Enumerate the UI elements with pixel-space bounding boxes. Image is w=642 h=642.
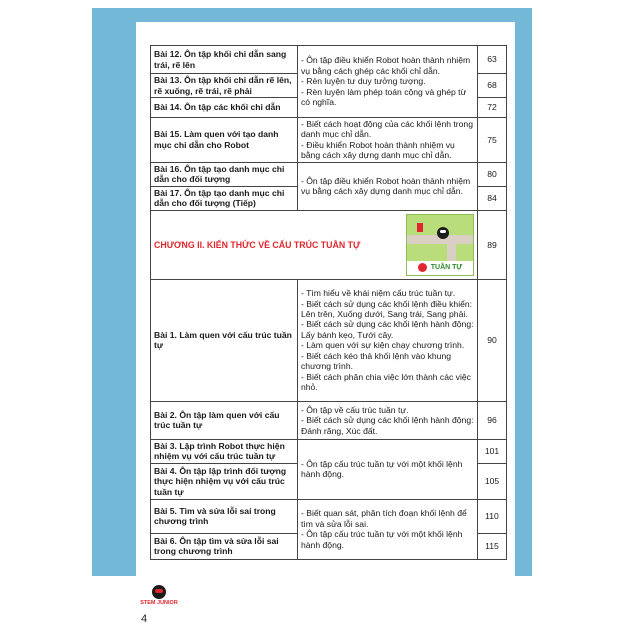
lesson-description — [298, 279, 478, 401]
page-number-cell: 75 — [478, 118, 507, 163]
page-number: 4 — [141, 613, 148, 625]
table-row — [151, 401, 507, 439]
sequence-button-label: TUẦN TỰ — [430, 263, 463, 271]
lesson-title: Bài 14. Ôn tập các khối chỉ dẫn — [151, 98, 298, 118]
lesson-description — [298, 162, 478, 210]
lesson-description — [298, 401, 478, 439]
description-text: - Biết quan sát, phân tích đoạn khối lệnh để tìm và sửa lỗi sai. - Ôn tập cấu trúc tuần tự với một khối lệnh hành động. — [301, 508, 467, 550]
logo-text: STEM JUNIOR — [140, 600, 178, 606]
page-number-cell: 96 — [478, 401, 507, 439]
lesson-title: Bài 4. Ôn tập lập trình đối tượng thực hiện nhiệm vụ với cấu trúc tuần tự — [151, 463, 298, 499]
page-number-cell: 105 — [478, 463, 507, 499]
lesson-title: Bài 16. Ôn tập tạo danh mục chỉ dẫn cho đối tượng — [151, 162, 298, 186]
lesson-title: Bài 2. Ôn tập làm quen với cấu trúc tuần tự — [151, 401, 298, 439]
page-number-cell: 68 — [478, 74, 507, 98]
stem-junior-logo — [140, 585, 178, 613]
lesson-title: Bài 6. Ôn tập tìm và sửa lỗi sai trong chương trình — [151, 533, 298, 559]
table-row — [151, 499, 507, 533]
table-row — [151, 279, 507, 401]
page-number-cell: 84 — [478, 186, 507, 210]
table-row — [151, 118, 507, 163]
right-margin-band — [515, 8, 532, 576]
description-text: - Ôn tập cấu trúc tuần tự với một khối lệnh hành động. — [301, 458, 463, 480]
chapter-row — [151, 210, 507, 279]
description-text: - Ôn tập điều khiển Robot hoàn thành nhiệm vụ bằng cách ghép các khối chỉ dẫn. - Rèn luyện tư duy tưởng tượng. - Rèn luyện làm phép toán cộng và ghép từ có nghĩa. — [301, 55, 471, 108]
table-row — [151, 46, 507, 74]
description-text: - Ôn tập điều khiển Robot hoàn thành nhiệm vụ bằng cách xây dựng danh mục chỉ dẫn. — [301, 175, 471, 197]
lesson-title: Bài 17. Ôn tập tạo danh mục chỉ dẫn cho đối tượng (Tiếp) — [151, 186, 298, 210]
lesson-title: Bài 13. Ôn tập khối chỉ dẫn rẽ lên, rẽ xuống, rẽ trái, rẽ phải — [151, 74, 298, 98]
lesson-description — [298, 439, 478, 499]
lesson-description — [298, 46, 478, 118]
robot-icon — [437, 227, 449, 239]
page-number-cell: 110 — [478, 499, 507, 533]
lesson-title: Bài 12. Ôn tập khối chỉ dẫn sang trái, rẽ lên — [151, 46, 298, 74]
top-band — [92, 8, 532, 22]
chapter-illustration — [406, 214, 474, 276]
lesson-title: Bài 3. Lập trình Robot thực hiện nhiệm vụ với cấu trúc tuần tự — [151, 439, 298, 463]
page-number-cell: 115 — [478, 533, 507, 559]
page-number-cell: 90 — [478, 279, 507, 401]
page-number-cell: 72 — [478, 98, 507, 118]
lesson-title: Bài 5. Tìm và sửa lỗi sai trong chương trình — [151, 499, 298, 533]
description-text: - Biết cách hoạt động của các khối lệnh trong danh mục chỉ dẫn. - Điều khiển Robot hoàn thành nhiệm vụ bằng cách xây dựng danh mục chỉ dẫn. — [301, 119, 473, 161]
lesson-title: Bài 15. Làm quen với tạo danh mục chỉ dẫn cho Robot — [151, 118, 298, 163]
toc-table — [150, 45, 507, 560]
table-row — [151, 162, 507, 186]
description-text: - Ôn tập về cấu trúc tuần tự. - Biết cách sử dụng các khối lệnh hành động: Đánh răng, Xúc đất. — [301, 404, 474, 436]
chapter-cell — [151, 210, 478, 279]
description-text: - Tìm hiểu về khái niệm cấu trúc tuần tự. - Biết cách sử dụng các khối lệnh điều khiển: Lên trên, Xuống dưới, Sang trái, Sang phải. - Biết cách sử dụng các khối lệnh hành động: Lấy bánh kẹo, Tưới cây. - Làm quen với sự kiện chạy chương trình. - Biết cách kéo thả khối lệnh vào khung chương trình. - Biết cách phân chia việc lớn thành các việc nhỏ. — [301, 288, 474, 393]
table-row — [151, 439, 507, 463]
chapter-page-number: 89 — [478, 210, 507, 279]
robot-logo-icon — [152, 585, 166, 599]
chapter-title: CHƯƠNG II. KIẾN THỨC VỀ CẤU TRÚC TUẦN TỰ — [154, 239, 361, 250]
lesson-title: Bài 1. Làm quen với cấu trúc tuần tự — [151, 279, 298, 401]
page-number-cell: 101 — [478, 439, 507, 463]
sequence-button — [407, 261, 473, 275]
flag-icon — [417, 223, 423, 232]
lesson-description — [298, 499, 478, 559]
page-number-cell: 63 — [478, 46, 507, 74]
page-number-cell: 80 — [478, 162, 507, 186]
left-margin-band — [92, 8, 136, 576]
play-icon — [418, 263, 427, 272]
lesson-description — [298, 118, 478, 163]
